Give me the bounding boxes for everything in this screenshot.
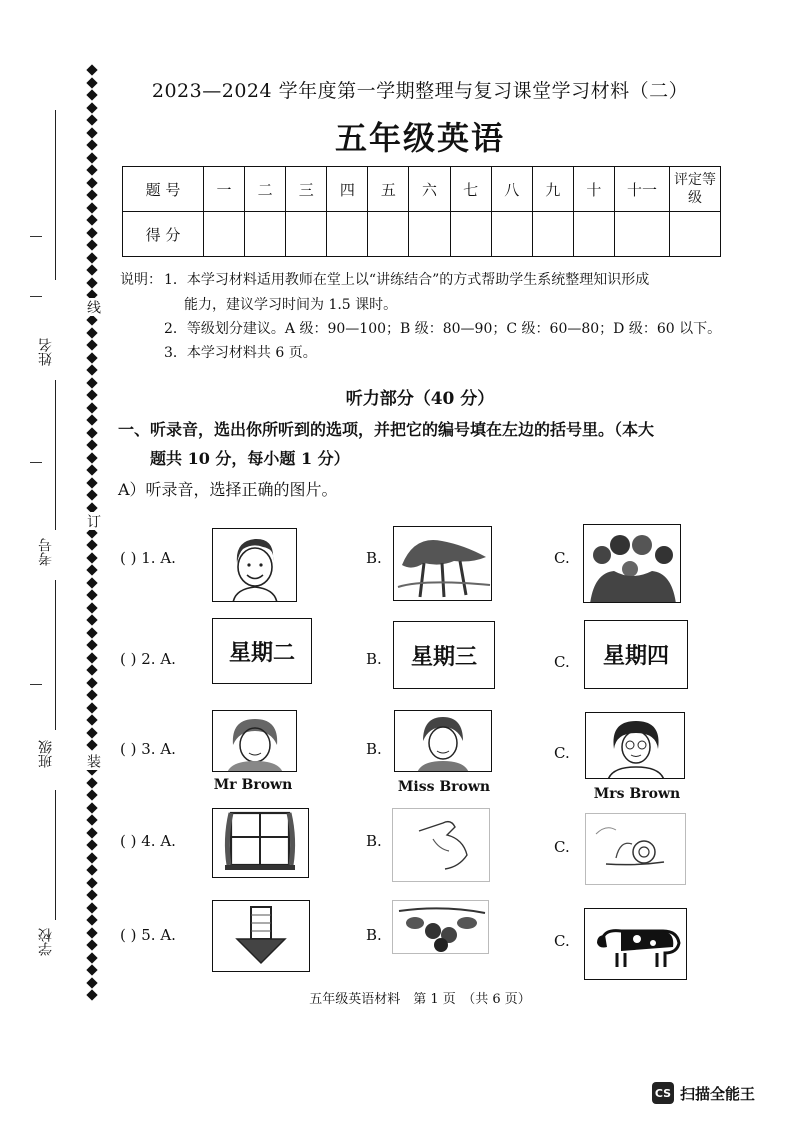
table-cell: 题 号 — [123, 167, 204, 212]
border-diamond — [86, 677, 97, 688]
border-diamond — [86, 339, 97, 350]
diamond-border — [87, 66, 99, 1001]
border-diamond — [86, 602, 97, 613]
page-footer: 五年级英语材料 第 1 页 （共 6 页） — [309, 992, 531, 1007]
border-diamond — [86, 889, 97, 900]
table-cell: 九 — [532, 167, 573, 212]
q1-option-b-label: B. — [366, 549, 382, 567]
note-item-2: 2．等级划分建议。A 级：90—100；B 级：80—90；C 级：60—80；D 级：60 以下。 — [164, 321, 722, 337]
score-cell[interactable] — [204, 212, 245, 257]
score-cell[interactable] — [532, 212, 573, 257]
sketch-outline-icon — [393, 809, 490, 882]
side-fill-line-examno — [55, 380, 56, 530]
border-diamond — [86, 89, 97, 100]
q3-option-b-label: B. — [366, 740, 382, 758]
border-diamond — [86, 277, 97, 288]
question-1-instruction: 一、听录音，选出你所听到的选项，并把它的编号填在左边的括号里。（本大 — [118, 420, 655, 439]
border-diamond — [86, 464, 97, 475]
document-header: 2023—2024 学年度第一学期整理与复习课堂学习材料（二） — [151, 80, 689, 102]
q2-option-b-label: B. — [366, 650, 382, 668]
border-diamond — [86, 877, 97, 888]
document-title: 五年级英语 — [334, 119, 505, 157]
score-cell[interactable] — [491, 212, 532, 257]
score-cell[interactable] — [573, 212, 614, 257]
question-2-label[interactable]: ( ) 2. A. — [120, 650, 176, 668]
border-diamond — [86, 139, 97, 150]
border-diamond — [86, 152, 97, 163]
border-diamond — [86, 127, 97, 138]
scanner-watermark — [652, 1082, 755, 1104]
question-1-label[interactable]: ( ) 1. A. — [120, 549, 176, 567]
border-diamond — [86, 264, 97, 275]
side-fill-line-class — [55, 580, 56, 730]
q1-option-b-image[interactable] — [393, 526, 492, 601]
border-diamond — [86, 402, 97, 413]
border-diamond — [86, 577, 97, 588]
question-1-instruction-cont: 题共 10 分，每小题 1 分） — [150, 449, 350, 468]
border-diamond — [86, 802, 97, 813]
border-diamond — [86, 939, 97, 950]
border-diamond — [86, 964, 97, 975]
border-diamond — [86, 164, 97, 175]
q4-option-a-image[interactable] — [212, 808, 309, 878]
table-cell: 一 — [204, 167, 245, 212]
border-diamond — [86, 689, 97, 700]
camscanner-logo-icon: CS — [652, 1082, 674, 1104]
old-woman-icon — [213, 711, 297, 772]
border-diamond — [86, 477, 97, 488]
side-tick — [30, 684, 42, 685]
q5-option-b-label: B. — [366, 926, 382, 944]
score-table — [122, 166, 721, 257]
border-diamond — [86, 639, 97, 650]
table-cell: 四 — [327, 167, 368, 212]
q5-option-a-image[interactable] — [212, 900, 310, 972]
side-fill-line-school — [55, 790, 56, 920]
border-diamond — [86, 739, 97, 750]
side-fill-line-name — [55, 110, 56, 280]
q5-option-b-image[interactable] — [392, 900, 489, 954]
table-cell: 得 分 — [123, 212, 204, 257]
label-school: 学校 — [38, 928, 54, 956]
cow-icon — [585, 909, 687, 980]
notes-prefix: 说明： — [120, 272, 162, 288]
q1-option-c-label: C. — [554, 549, 570, 567]
q1-option-c-image[interactable] — [583, 524, 681, 603]
table-cell: 八 — [491, 167, 532, 212]
border-diamond — [86, 77, 97, 88]
border-diamond — [86, 114, 97, 125]
label-class: 班级 — [38, 740, 54, 768]
q3-option-a-image[interactable] — [212, 710, 297, 772]
border-diamond — [86, 327, 97, 338]
border-diamond — [86, 702, 97, 713]
border-diamond — [86, 102, 97, 113]
border-diamond — [86, 552, 97, 563]
border-diamond — [86, 539, 97, 550]
score-cell[interactable] — [327, 212, 368, 257]
binding-char-line: 线 — [85, 300, 101, 314]
table-cell: 六 — [409, 167, 450, 212]
border-diamond — [86, 714, 97, 725]
border-diamond — [86, 564, 97, 575]
table-cell: 五 — [368, 167, 409, 212]
q1-option-a-image[interactable] — [212, 528, 297, 602]
side-tick — [30, 296, 42, 297]
side-tick — [30, 462, 42, 463]
score-cell[interactable] — [286, 212, 327, 257]
q2-option-c-thursday[interactable]: 星期四 — [584, 620, 688, 689]
q3-caption-mrs-brown: Mrs Brown — [593, 786, 681, 802]
label-name: 姓名 — [38, 338, 54, 366]
table-cell: 评定等级 — [670, 167, 721, 212]
watermark-text: 扫描全能王 — [680, 1084, 756, 1103]
border-diamond — [86, 864, 97, 875]
q3-option-c-label: C. — [554, 744, 570, 762]
border-diamond — [86, 377, 97, 388]
q3-option-b-image[interactable] — [394, 710, 492, 772]
border-diamond — [86, 414, 97, 425]
border-diamond — [86, 989, 97, 1000]
table-cell: 三 — [286, 167, 327, 212]
border-diamond — [86, 902, 97, 913]
border-diamond — [86, 664, 97, 675]
q3-option-c-image[interactable] — [585, 712, 685, 779]
table-cell: 十一 — [615, 167, 670, 212]
border-diamond — [86, 352, 97, 363]
border-diamond — [86, 214, 97, 225]
q4-option-b-image[interactable] — [392, 808, 490, 882]
border-diamond — [86, 827, 97, 838]
border-diamond — [86, 952, 97, 963]
q4-option-c-image[interactable] — [585, 813, 686, 885]
windy-trees-icon — [394, 527, 492, 601]
q5-option-c-image[interactable] — [584, 908, 687, 980]
score-cell[interactable] — [615, 212, 670, 257]
border-diamond — [86, 489, 97, 500]
fruit-branch-icon — [393, 901, 489, 954]
table-cell: 二 — [245, 167, 286, 212]
young-woman-icon — [395, 711, 492, 772]
table-cell: 七 — [450, 167, 491, 212]
border-diamond — [86, 452, 97, 463]
border-diamond — [86, 314, 97, 325]
boy-face-icon — [213, 529, 297, 602]
q4-option-b-label: B. — [366, 832, 382, 850]
border-diamond — [86, 64, 97, 75]
question-3-label[interactable]: ( ) 3. A. — [120, 740, 176, 758]
border-diamond — [86, 614, 97, 625]
border-diamond — [86, 202, 97, 213]
border-diamond — [86, 439, 97, 450]
down-arrow-icon — [213, 901, 310, 972]
snail-icon — [586, 814, 686, 885]
border-diamond — [86, 977, 97, 988]
border-diamond — [86, 814, 97, 825]
family-group-icon — [584, 525, 681, 603]
border-diamond — [86, 364, 97, 375]
border-diamond — [86, 652, 97, 663]
q2-option-b-wednesday[interactable]: 星期三 — [393, 621, 495, 689]
border-diamond — [86, 589, 97, 600]
score-cell[interactable] — [409, 212, 450, 257]
border-diamond — [86, 239, 97, 250]
border-diamond — [86, 252, 97, 263]
note-item-1-cont: 能力，建议学习时间为 1.5 课时。 — [184, 297, 398, 313]
score-cell[interactable] — [368, 212, 409, 257]
border-diamond — [86, 189, 97, 200]
listening-heading: 听力部分（40 分） — [345, 389, 495, 409]
side-tick — [30, 236, 42, 237]
border-diamond — [86, 427, 97, 438]
border-diamond — [86, 177, 97, 188]
table-cell: 十 — [573, 167, 614, 212]
border-diamond — [86, 627, 97, 638]
binding-char-bind: 订 — [85, 514, 101, 528]
score-cell[interactable] — [670, 212, 721, 257]
border-diamond — [86, 839, 97, 850]
border-diamond — [86, 914, 97, 925]
q4-option-c-label: C. — [554, 838, 570, 856]
score-cell[interactable] — [245, 212, 286, 257]
q3-caption-mr-brown: Mr Brown — [213, 777, 293, 793]
question-4-label[interactable]: ( ) 4. A. — [120, 832, 176, 850]
q2-option-a-tuesday[interactable]: 星期二 — [212, 618, 312, 684]
binding-char-pack: 装 — [85, 754, 101, 768]
note-item-3: 3．本学习材料共 6 页。 — [164, 345, 317, 361]
label-exam-number: 考号 — [38, 538, 54, 566]
border-diamond — [86, 389, 97, 400]
score-table-header-row — [123, 167, 721, 212]
border-diamond — [86, 789, 97, 800]
border-diamond — [86, 927, 97, 938]
note-item-1: 1．本学习材料适用教师在堂上以“讲练结合”的方式帮助学生系统整理知识形成 — [164, 272, 650, 288]
border-diamond — [86, 852, 97, 863]
border-diamond — [86, 227, 97, 238]
score-cell[interactable] — [450, 212, 491, 257]
window-icon — [213, 809, 309, 878]
q5-option-c-label: C. — [554, 932, 570, 950]
score-table-score-row — [123, 212, 721, 257]
border-diamond — [86, 777, 97, 788]
woman-glasses-icon — [586, 713, 685, 779]
border-diamond — [86, 727, 97, 738]
q3-caption-miss-brown: Miss Brown — [397, 779, 491, 795]
question-5-label[interactable]: ( ) 5. A. — [120, 926, 176, 944]
q2-option-c-label: C. — [554, 653, 570, 671]
part-a-instruction: A）听录音，选择正确的图片。 — [118, 480, 338, 499]
